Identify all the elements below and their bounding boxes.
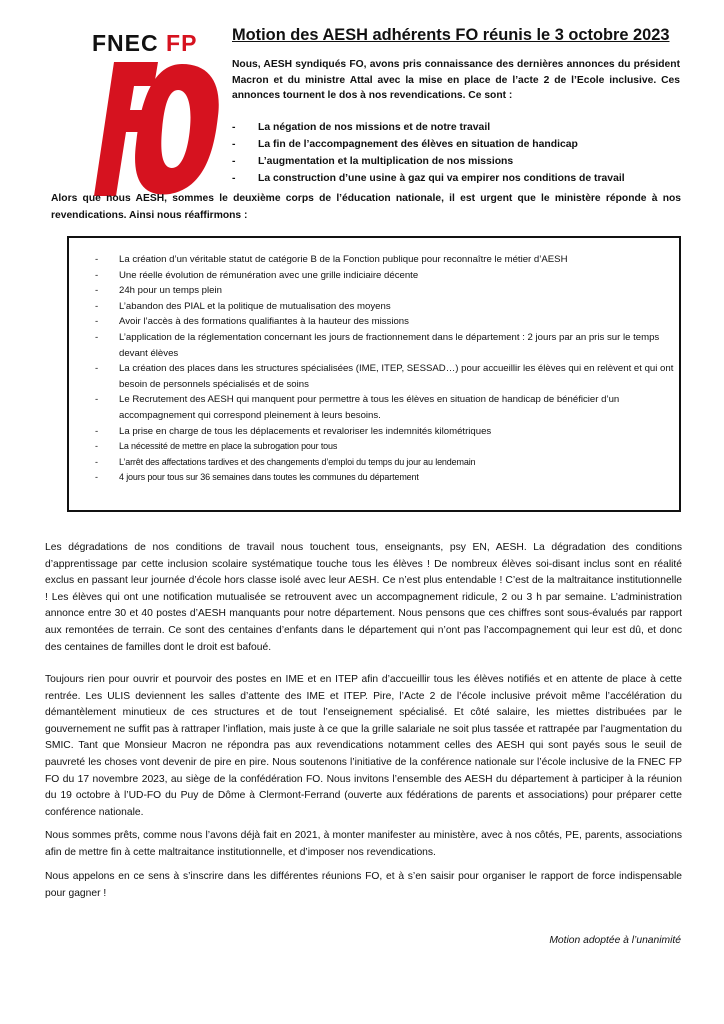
list-item: - La création des places dans les structures spécialisées (IME, ITEP, SESSAD…) pour accueillir les élèves qui en relèvent et qui ont besoin de personnels spécialisés et de soins [95,361,675,392]
list-item: - La création d’un véritable statut de catégorie B de la Fonction publique pour reconnaître le métier d’AESH [95,252,675,268]
list-item: - L’augmentation et la multiplication de nos missions [232,153,692,170]
motion-signature: Motion adoptée à l’unanimité [549,935,681,946]
page-title: Motion des AESH adhérents FO réunis le 3 octobre 2023 [232,26,670,44]
demands-list [95,252,675,486]
list-item: - L’abandon des PIAL et la politique de mutualisation des moyens [95,299,675,315]
list-item: - L’arrêt des affectations tardives et des changements d’emploi du temps du jour au lendemain [95,455,675,471]
intro-list [232,119,692,187]
list-item: - La fin de l’accompagnement des élèves en situation de handicap [232,136,692,153]
list-item: - L’application de la réglementation concernant les jours de fractionnement dans le département : 2 jours par an pris sur le temps devant élèves [95,330,675,361]
list-item: - Le Recrutement des AESH qui manquent pour permettre à tous les élèves en situation de handicap de bénéficier d’un accompagnement qui correspond pleinement à leurs besoins. [95,392,675,423]
lead-paragraph: Alors que nous AESH, sommes le deuxième corps de l’éducation nationale, il est urgent que le ministère réponde à nos revendications. Ainsi nous réaffirmons : [51,193,681,221]
list-item: - La construction d’une usine à gaz qui va empirer nos conditions de travail [232,170,692,187]
list-item: - La nécessité de mettre en place la subrogation pour tous [95,439,675,455]
list-item: - 24h pour un temps plein [95,283,675,299]
logo-wordmark [92,30,197,56]
list-item: - La prise en charge de tous les déplacements et revaloriser les indemnités kilométriques [95,424,675,440]
fnec-fp-fo-logo [92,30,224,200]
logo-fo-mark [92,60,224,200]
body-paragraph: Toujours rien pour ouvrir et pourvoir des postes en IME et en ITEP afin d’accueillir tous les élèves notifiés et en attente de place à cette rentrée. Les ULIS deviennent les salles d’attente des IME et ITEP. Pire, l’Acte 2 de l’école inclusive prévoit même l’accélération du démantèlement minutieux de ces structures et de tout l’enseignement spécialisé. Et côté salaire, les miettes distribuées par le gouvernement ne suffit pas à rattraper l’inflation, mais juste à ce que la grille salariale ne soit plus tassée et rattrapée par l’augmentation du SMIC. Tant que Monsieur Macron ne répondra pas aux revendications notamment celles des AESH qui sont payés sous le seuil de pauvreté les choses vont devenir de pire en pire. Nous soutenons l’initiative de la conférence nationale sur l’école inclusive de la FNEC FP FO du 17 novembre 2023, au siège de la confédération FO. Nous invitons l’ensemble des AESH du département à participer à la réunion du 19 octobre à l’UD-FO du Puy de Dôme à Clermont-Ferrand (ouverte aux fédérations de parents et associations) pour préparer cette conférence nationale. [45,674,682,818]
list-item: - Avoir l’accès à des formations qualifiantes à la hauteur des missions [95,314,675,330]
body-paragraph: Nous appelons en ce sens à s’inscrire dans les différentes réunions FO, et à s’en saisir pour organiser le rapport de force indispensable pour gagner ! [45,871,682,899]
list-item: - Une réelle évolution de rémunération avec une grille indiciaire décente [95,268,675,284]
list-item: - 4 jours pour tous sur 36 semaines dans toutes les communes du département [95,470,675,486]
body-paragraph: Les dégradations de nos conditions de travail nous touchent tous, enseignants, psy EN, AESH. La dégradation des conditions d’apprentissage par cette inclusion scolaire systématique touche tous les élèves ! De nombreux élèves soi-disant inclus sont en réalité exclus en passant leur journée d’école hors classe isolé avec leur AESH. Ce n’est plus entendable ! C’est de la maltraitance institutionnelle ! Les élèves qui ont une notification mutualisée se retrouvent avec un accompagnement ridicule, 2 ou 3 h par semaine. L’administration annonce entre 30 et 40 postes d’AESH manquants pour notre département. Nous pensons que ces chiffres sont sous-évalués par rapport aux remontées de terrain. Ce sont des centaines d’enfants dans le département qui n’ont pas l’accompagnement qui leur est dû, et donc des centaines de familles dont le droit est bafoué. [45,542,682,653]
demands-box [67,236,681,512]
intro-paragraph: Nous, AESH syndiqués FO, avons pris connaissance des dernières annonces du président Macron et du ministre Attal avec la mise en place de l’acte 2 de l’Ecole inclusive. Ces annonces tournent le dos à nos revendications. Ce sont : [232,59,680,102]
body-paragraph: Nous sommes prêts, comme nous l’avons déjà fait en 2021, à monter manifester au ministère, avec à nos côtés, PE, parents, associations afin de mettre fin à cette maltraitance institutionnelle, et d’imposer nos revendications. [45,830,682,858]
logo-fnec: FNEC [92,30,159,56]
list-item: - La négation de nos missions et de notre travail [232,119,692,136]
logo-fp: FP [166,30,198,56]
